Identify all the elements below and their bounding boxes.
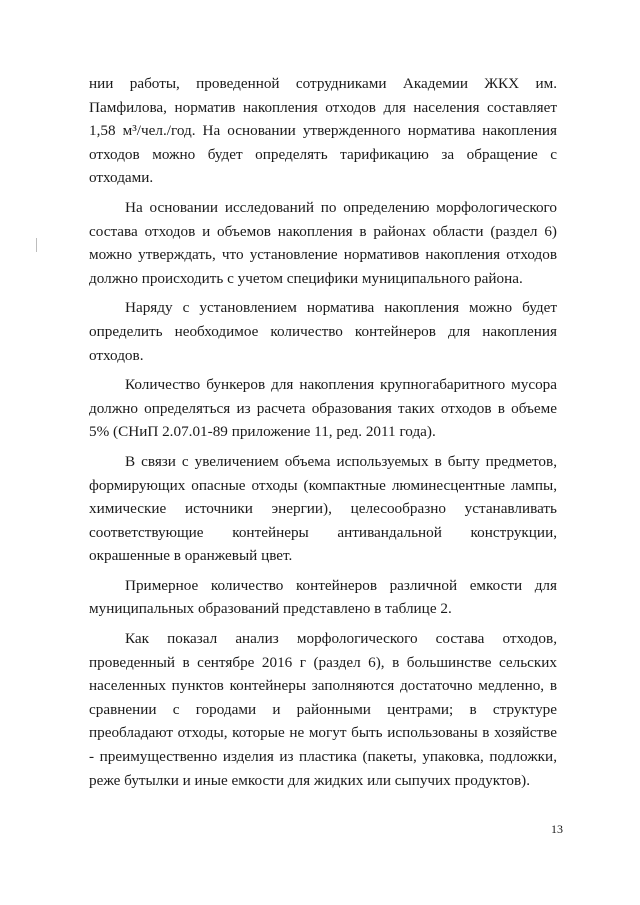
paragraph-4: Количество бункеров для накопления крупногабаритного мусора должно определяться из расчета образования таких отходов в объеме 5% (СНиП 2.07.01-89 приложение 11, ред. 2011 года). — [89, 376, 557, 441]
paragraph-3: Наряду с установлением норматива накопления можно будет определить необходимое количество контейнеров для накопления отходов. — [89, 299, 557, 364]
paragraph-5: В связи с увеличением объема используемых в быту предметов, формирующих опасные отходы (компактные люминесцентные лампы, химические источники энергии), целесообразно устанавливать соответствующие контейнеры антивандальной конструкции, окрашенные в оранжевый цвет. — [89, 452, 557, 565]
document-body — [89, 72, 557, 798]
margin-mark — [36, 238, 37, 252]
paragraph-6: Примерное количество контейнеров различной емкости для муниципальных образований представлено в таблице 2. — [89, 576, 557, 618]
page-number: 13 — [551, 822, 563, 836]
paragraph-7: Как показал анализ морфологического состава отходов, проведенный в сентябре 2016 г (раздел 6), в большинстве сельских населенных пунктов контейнеры заполняются достаточно медленно, в сравнении с городами и районными центрами; в структуре преобладают отходы, которые не могут быть использованы в хозяйстве - преимущественно изделия из пластика (пакеты, упаковка, подложки, реже бутылки и иные емкости для жидких или сыпучих продуктов). — [89, 630, 557, 789]
paragraph-1: нии работы, проведенной сотрудниками Академии ЖКХ им. Памфилова, норматив накопления отходов для населения составляет 1,58 м³/чел./год. На основании утвержденного норматива накопления отходов можно будет определять тарификацию за обращение с отходами. — [89, 75, 557, 187]
paragraph-2: На основании исследований по определению морфологического состава отходов и объемов накопления в районах области (раздел 6) можно утверждать, что установление нормативов накопления отходов должно происходить с учетом специфики муниципального района. — [89, 198, 557, 287]
